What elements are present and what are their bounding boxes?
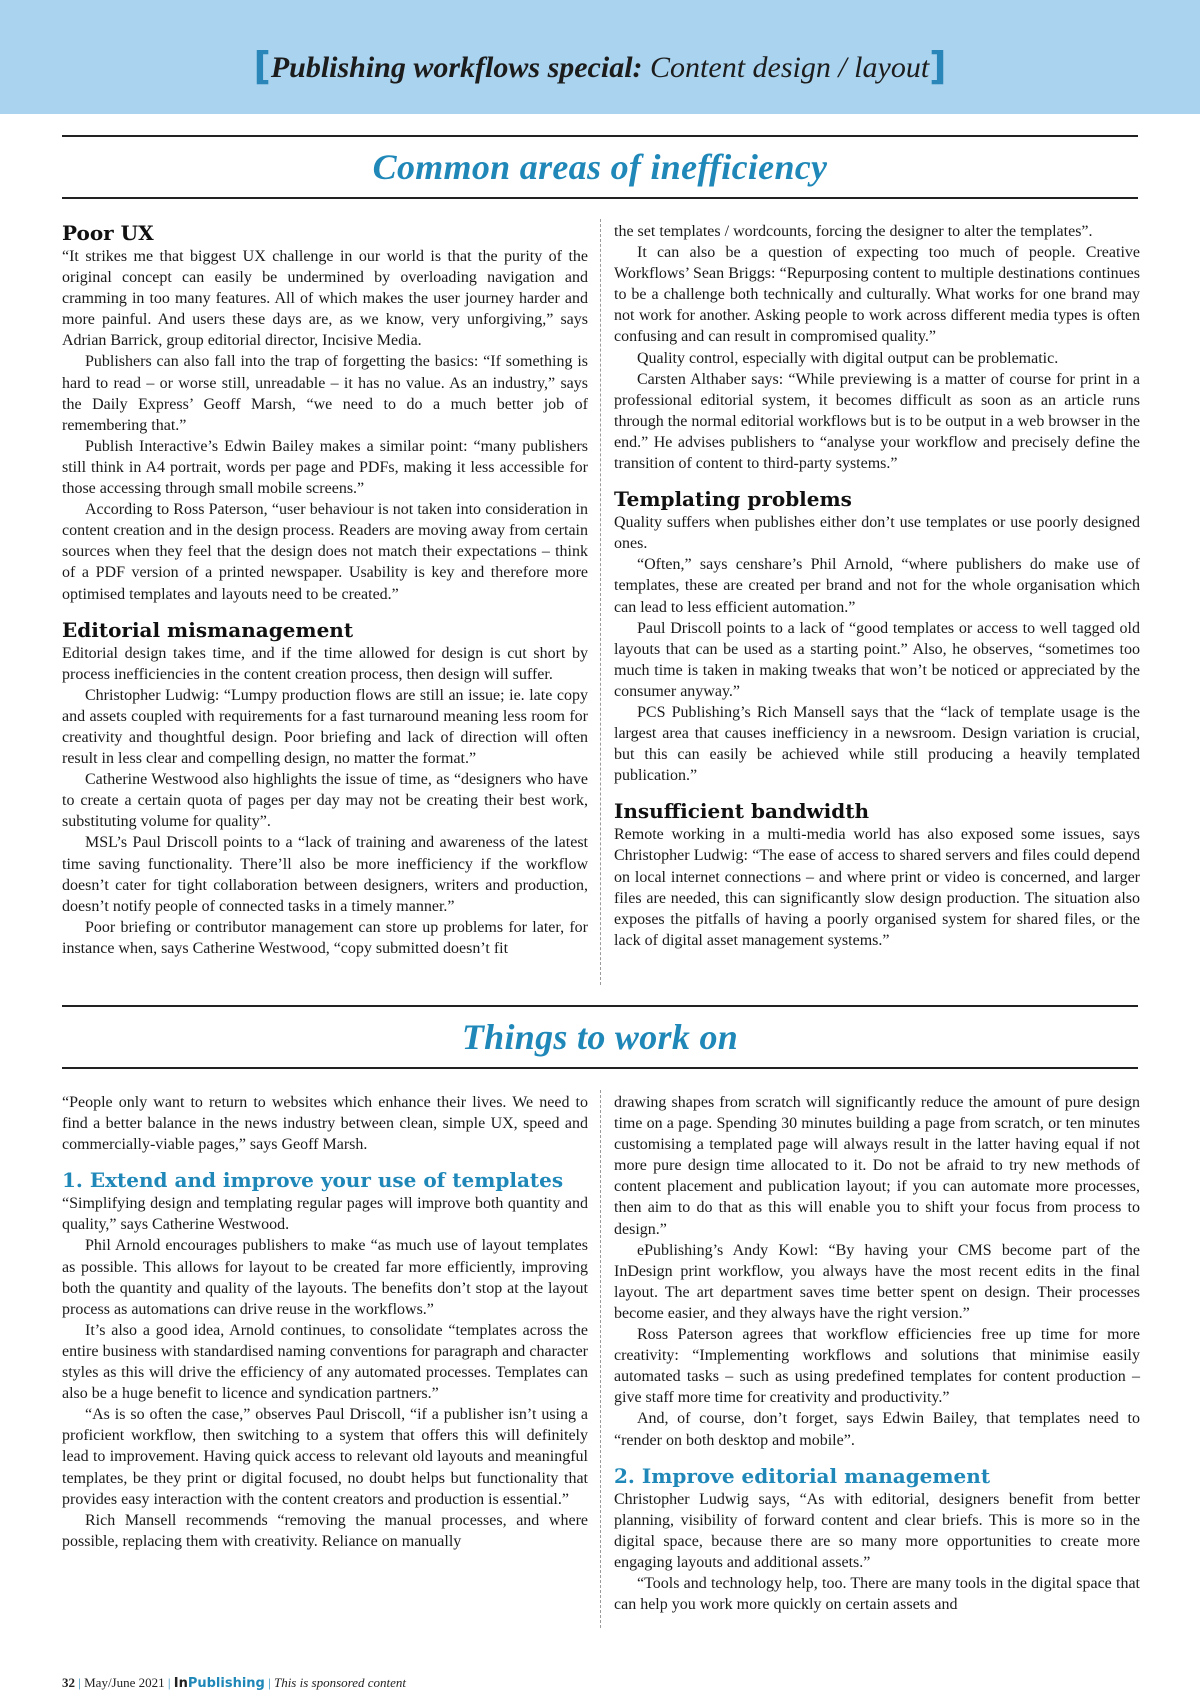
subheading: Insufficient bandwidth bbox=[614, 799, 869, 824]
paragraph: Editorial design takes time, and if the time allowed for design is cut short by process inefficiencies in the content creation process, then design will suffer. bbox=[62, 644, 588, 683]
paragraph: And, of course, don’t forget, says Edwin Bailey, that templates need to “render on both desktop and mobile”. bbox=[614, 1410, 1140, 1449]
footer-separator: | bbox=[167, 1675, 171, 1690]
paragraph: Remote working in a multi-media world has also exposed some issues, says Christopher Ludwig: “The ease of access to shared servers and files could depend on local internet connections – and where print or video is concerned, and larger files are needed, this can significantly slow design production. The situation also exposes the pitfalls of having a poorly organised system for shared files, or the lack of digital asset management systems.” bbox=[614, 826, 1140, 949]
subheading: 2. Improve editorial management bbox=[614, 1463, 991, 1488]
paragraph: ePublishing’s Andy Kowl: “By having your CMS become part of the InDesign print workflow, you always have the most recent edits in the final layout. The art department saves time better spent on design. Their processes become easier, and they always have the right version.” bbox=[614, 1241, 1140, 1322]
paragraph: It can also be a question of expecting too much of people. Creative Workflows’ Sean Briggs: “Repurposing content to multiple destinations continues to be a challenge both technically and culturally. What works for one brand may not work for another. Asking people to work across different media types is often confusing and can result in compromised quality.” bbox=[614, 244, 1140, 346]
section1-left-column bbox=[62, 221, 588, 959]
paragraph: Quality suffers when publishes either don’t use templates or use poorly designed ones. bbox=[614, 514, 1140, 553]
publication-logo bbox=[174, 1676, 265, 1691]
paragraph: the set templates / wordcounts, forcing the designer to alter the templates”. bbox=[614, 223, 1093, 240]
section2-title: Things to work on bbox=[461, 1017, 739, 1057]
paragraph: “As is so often the case,” observes Paul Driscoll, “if a publisher isn’t using a proficient workflow, then switching to a system that offers this will definitely lead to improvement. Having quick access to relevant old layouts and meaningful templates, be they print or digital focused, no doubt helps but functionality that provides easy interaction with the content creators and production is essential.” bbox=[62, 1406, 588, 1508]
section1-right-column bbox=[614, 221, 1140, 951]
banner-topic: Content design / layout bbox=[650, 51, 930, 84]
paragraph: Phil Arnold encourages publishers to make “as much use of layout templates as possible. This allows for layout to be created far more efficiently, improving both the quantity and quality of the layouts. The benefits don’t stop at the layout process as automations can drive reuse in the workflows.” bbox=[62, 1237, 588, 1318]
section1-title: Common areas of inefficiency bbox=[372, 147, 828, 187]
section2-bottom-rule bbox=[62, 1067, 1138, 1069]
section-gap bbox=[614, 474, 1140, 487]
banner-left-bracket: [ bbox=[253, 44, 271, 88]
footer-separator: | bbox=[268, 1675, 271, 1690]
paragraph: “Often,” says censhare’s Phil Arnold, “where publishers do make use of templates, these are created per brand and not for the whole organisation which can lead to less efficient automation.” bbox=[614, 556, 1140, 616]
page-number: 32 bbox=[62, 1675, 75, 1690]
paragraph: Poor briefing or contributor management can store up problems for later, for instance when, says Catherine Westwood, “copy submitted doesn’t fit bbox=[62, 918, 588, 957]
paragraph: Paul Driscoll points to a lack of “good templates or access to well tagged old layouts that can be used as a starting point.” Also, he observes, “sometimes too much time is taken in making tweaks that won’t be noticed or appreciated by the consumer anyway.” bbox=[614, 619, 1140, 700]
paragraph: PCS Publishing’s Rich Mansell says that the “lack of template usage is the largest area that causes inefficiency in a newsroom. Design variation is crucial, but this can easily be achieved while still producing a heavily templated publication.” bbox=[614, 703, 1140, 785]
sponsored-note: This is sponsored content bbox=[273, 1675, 407, 1690]
issue-date: May/June 2021 bbox=[84, 1675, 165, 1690]
paragraph: It’s also a good idea, Arnold continues, to consolidate “templates across the entire business with standardised naming conventions for paragraph and character styles as this will drive the efficiency of any automated processes. Templates can also be a huge benefit to licence and syndication partners.” bbox=[62, 1321, 588, 1403]
paragraph: “People only want to return to websites which enhance their lives. We need to find a better balance in the news industry between clean, simple UX, speed and commercially-viable pages,” says Geoff Marsh. bbox=[62, 1094, 588, 1154]
paragraph: drawing shapes from scratch will significantly reduce the amount of pure design time on a page. Spending 30 minutes building a page from scratch, or ten minutes customising a templated page will always result in the latter having equal if not more pure design time allocated to it. Do not be afraid to try new methods of content placement and publication layout; if you can automate more processes, then aim to do that as this will enable you to shift your focus from process to design.” bbox=[614, 1094, 1140, 1238]
paragraph: Publish Interactive’s Edwin Bailey makes a similar point: “many publishers still think in A4 portrait, words per page and PDFs, making it less accessible for those accessing through small mobile screens.” bbox=[62, 437, 588, 498]
paragraph: Christopher Ludwig: “Lumpy production flows are still an issue; ie. late copy and assets coupled with requirements for a fast turnaround meaning less room for creativity and thoughtful design. Poor briefing and lack of direction will often result in less clear and compelling design, no matter the format.” bbox=[62, 686, 588, 768]
section2-top-rule bbox=[62, 1005, 1138, 1007]
section2-left-column bbox=[62, 1092, 588, 1552]
section1-bottom-rule bbox=[62, 197, 1138, 199]
section1-column-divider bbox=[600, 219, 601, 985]
logo-publishing: Publishing bbox=[187, 1676, 265, 1691]
logo-in: In bbox=[173, 1676, 188, 1691]
section1-top-rule bbox=[62, 135, 1138, 137]
banner-series: Publishing workflows special: bbox=[270, 51, 643, 84]
paragraph: Ross Paterson agrees that workflow efficiencies free up time for more creativity: “Implementing workflows and solutions that minimise easily automated tasks – such as using predefined templates for content production – give staff more time for creativity and productivity.” bbox=[614, 1326, 1140, 1407]
section-gap bbox=[614, 1451, 1140, 1464]
section2-right-column bbox=[614, 1092, 1140, 1615]
section-gap bbox=[614, 786, 1140, 799]
banner-title bbox=[0, 44, 1200, 88]
paragraph: Catherine Westwood also highlights the issue of time, as “designers who have to create a certain quota of pages per day may not be creating their best work, substituting volume for quality”. bbox=[62, 771, 588, 831]
paragraph: “Simplifying design and templating regular pages will improve both quantity and quality,” says Catherine Westwood. bbox=[62, 1195, 588, 1234]
paragraph: Quality control, especially with digital output can be problematic. bbox=[637, 349, 1059, 367]
paragraph: According to Ross Paterson, “user behaviour is not taken into consideration in content creation and in the design process. Readers are moving away from certain sources when they feel that the design does not match their expectations – think of a PDF version of a printed newspaper. Usability is key and therefore more optimised templates and layouts need to be created.” bbox=[62, 501, 588, 603]
subheading: Editorial mismanagement bbox=[62, 617, 354, 642]
paragraph: Publishers can also fall into the trap of forgetting the basics: “If something is hard to read – or worse still, unreadable – it has no value. As an industry,” says the Daily Express’ Geoff Marsh, “we need to do a much better job of remembering that.” bbox=[62, 353, 588, 434]
paragraph: Rich Mansell recommends “removing the manual processes, and where possible, replacing them with creativity. Reliance on manually bbox=[62, 1511, 588, 1550]
section-gap bbox=[62, 605, 588, 618]
paragraph: Carsten Althaber says: “While previewing is a matter of course for print in a professional editorial system, it becomes difficult as soon as an article runs through the normal editorial workflows but is to be output in a web browser in the end.” He advises publishers to “analyse your workflow and precisely define the transition of content to third-party systems.” bbox=[614, 370, 1140, 473]
paragraph: “It strikes me that biggest UX challenge in our world is that the purity of the original concept can easily be undermined by overloading navigation and cramming in too many features. All of which makes the user journey harder and more painful. And users these days are, as we know, very unforgiving,” says Adrian Barrick, group editorial director, Incisive Media. bbox=[62, 248, 588, 350]
section-gap bbox=[62, 1155, 588, 1168]
paragraph: MSL’s Paul Driscoll points to a “lack of training and awareness of the latest time saving functionality. There’ll also be more inefficiency if the workflow doesn’t cater for tight collaboration between designers, writers and production, doesn’t notify people of connected tasks in a timely manner.” bbox=[62, 834, 588, 915]
subheading: Templating problems bbox=[614, 487, 852, 512]
section2-column-divider bbox=[600, 1090, 601, 1628]
subheading: Poor UX bbox=[62, 221, 154, 245]
header-banner bbox=[0, 0, 1200, 114]
subheading: 1. Extend and improve your use of templates bbox=[62, 1168, 564, 1193]
paragraph: “Tools and technology help, too. There are many tools in the digital space that can help you work more quickly on certain assets and bbox=[614, 1574, 1140, 1614]
page-footer bbox=[62, 1675, 406, 1691]
paragraph: Christopher Ludwig says, “As with editorial, designers benefit from better planning, visibility of forward content and clear briefs. This is more so in the digital space, because there are so many more opportunities to create more engaging layouts and additional assets.” bbox=[614, 1490, 1140, 1571]
footer-separator: | bbox=[78, 1675, 81, 1690]
banner-right-bracket: ] bbox=[929, 44, 947, 88]
